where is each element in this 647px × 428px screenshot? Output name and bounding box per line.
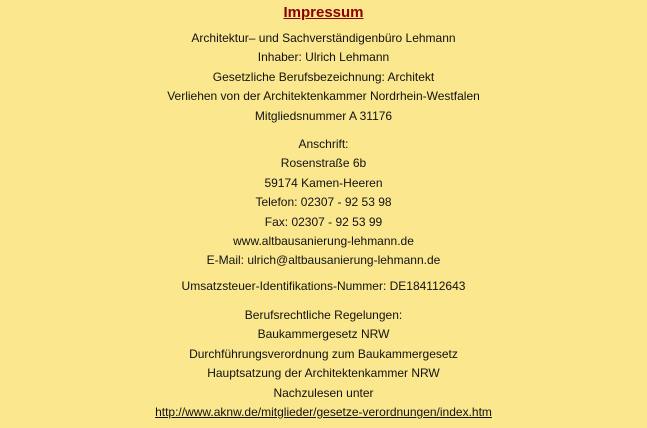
address-city: 59174 Kamen-Heeren	[264, 175, 383, 190]
conferred-by: Verliehen von der Architektenkammer Nordrhein-Westfalen	[167, 89, 480, 104]
regulations-heading: Berufsrechtliche Regelungen:	[244, 308, 403, 322]
regulation-item: Baukammergesetz NRW	[257, 327, 390, 342]
membership-number: Mitgliedsnummer A 31176	[254, 108, 393, 123]
regulations-info	[0, 306, 647, 422]
regulations-link[interactable]: http://www.aknw.de/mitglieder/gesetze-verordnungen/index.htm	[155, 405, 492, 420]
company-owner: Inhaber: Ulrich Lehmann	[257, 50, 390, 65]
company-info	[0, 29, 647, 126]
email-address: E-Mail: ulrich@altbausanierung-lehmann.de	[206, 253, 441, 268]
address-info	[0, 135, 647, 271]
regulation-item: Hauptsatzung der Architektenkammer NRW	[207, 366, 440, 381]
tax-info	[0, 277, 647, 296]
company-name: Architektur– und Sachverständigenbüro Lehmann	[191, 31, 456, 45]
address-heading: Anschrift:	[298, 137, 349, 151]
vat-id: Umsatzsteuer-Identifikations-Nummer: DE184112643	[181, 279, 466, 293]
address-street: Rosenstraße 6b	[280, 156, 367, 171]
phone-number: Telefon: 02307 - 92 53 98	[255, 195, 392, 210]
page-title: Impressum	[283, 4, 364, 21]
regulation-item: Durchführungsverordnung zum Baukammergesetz	[189, 346, 458, 361]
website: www.altbausanierung-lehmann.de	[233, 234, 414, 249]
professional-title: Gesetzliche Berufsbezeichnung: Architekt	[212, 69, 435, 84]
fax-number: Fax: 02307 - 92 53 99	[264, 214, 383, 229]
read-at-label: Nachzulesen unter	[273, 385, 374, 400]
